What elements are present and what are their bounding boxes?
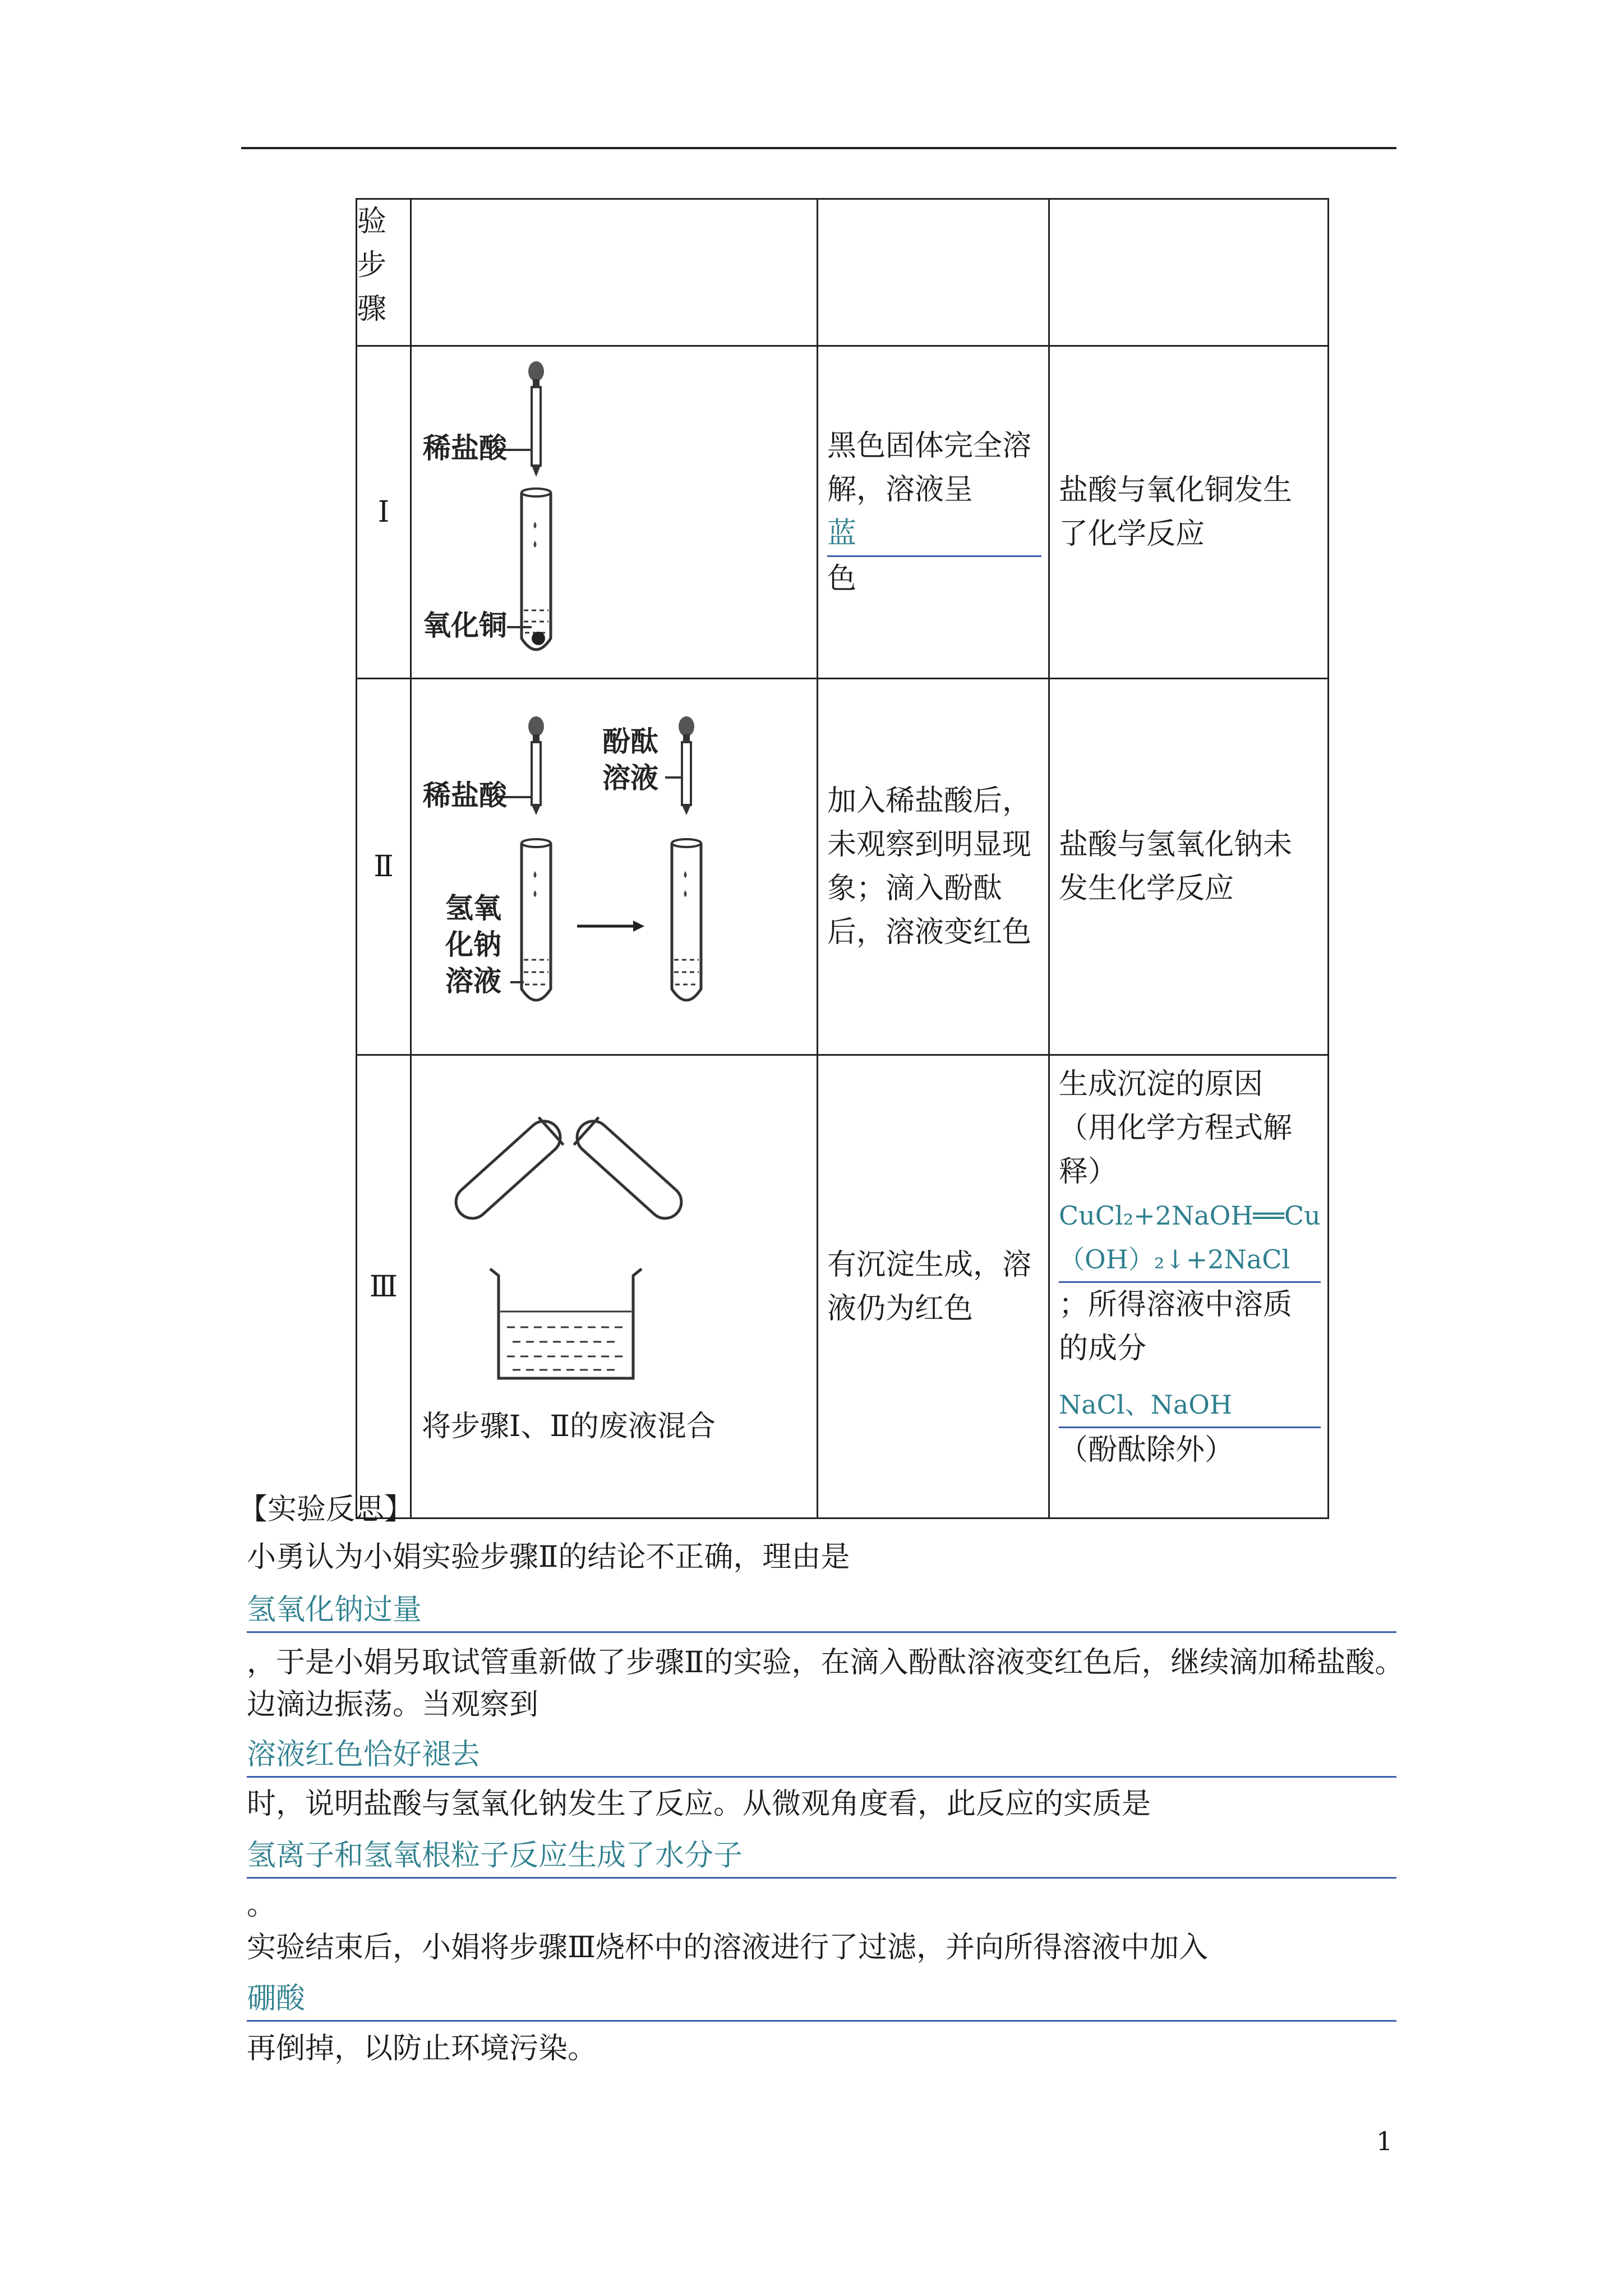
answer-blank: 溶液红色恰好褪去 [247,1733,1396,1778]
phenomenon-cell [818,346,1049,679]
phenomenon-text: 色 [827,562,857,596]
diagram-cell [411,1055,818,1519]
table-row [357,1055,1329,1519]
header-cell-empty [411,199,818,346]
arrow-right-icon [577,921,644,932]
beaker-icon [490,1269,642,1378]
label-sodium-hydroxide-1: 氢氧 [445,892,501,924]
label-copper-oxide: 氧化铜 [423,609,507,642]
diagram-cell [411,346,818,679]
header-rule [241,147,1396,149]
reflection-heading: 【实验反思】 [238,1493,414,1526]
tilted-tube-icon [569,1113,689,1227]
label-sodium-hydroxide-3: 溶液 [445,965,501,997]
conclusion-cell: 盐酸与氢氧化钠未发生化学反应 [1049,679,1329,1055]
conclusion-cell [1049,1055,1329,1519]
reflection-text: 小勇认为小娟实验步骤Ⅱ的结论不正确，理由是 [247,1540,850,1574]
label-dilute-hcl: 稀盐酸 [423,432,507,464]
reflection-text: 实验结束后，小娟将步骤Ⅲ烧杯中的溶液进行了过滤，并向所得溶液中加入 [247,1931,1209,1964]
conclusion-text: ；所得溶液中溶质的成分 [1059,1288,1293,1365]
sodium-hydroxide-test-diagram [412,679,817,1042]
conclusion-text: （酚酞除外） [1059,1433,1234,1467]
reflection-text: 再倒掉，以防止环境污染。 [247,2032,597,2065]
header-char-1: 验 [357,205,387,238]
dropper-icon [528,361,544,477]
waste-mixing-diagram [412,1056,817,1392]
diagram-caption: 将步骤Ⅰ、Ⅱ的废液混合 [422,1410,716,1443]
copper-oxide-test-diagram [412,347,817,665]
step-label: Ⅱ [357,679,411,1055]
phenomenon-text: 黑色固体完全溶解，溶液呈 [827,429,1032,507]
table-row [357,346,1329,679]
phenomenon-cell: 加入稀盐酸后，未观察到明显现象；滴入酚酞后，溶液变红色 [818,679,1049,1055]
label-sodium-hydroxide-2: 化钠 [445,928,501,961]
label-dilute-hcl: 稀盐酸 [423,779,507,812]
solute-answer: NaCl、NaOH [1059,1383,1321,1428]
answer-blank: 氢离子和氢氧根粒子反应生成了水分子 [247,1834,1396,1879]
step-label: Ⅰ [357,346,411,679]
header-char-2: 步 [357,249,387,282]
conclusion-text: 生成沉淀的原因（用化学方程式解释） [1059,1068,1293,1189]
reflection-text: 边滴边振荡。当观察到 [247,1688,539,1722]
header-cell-empty [1049,199,1329,346]
experiment-table [356,198,1329,1519]
test-tube-icon [522,489,551,650]
dropper-icon [679,716,694,815]
label-phenolphthalein-2: 溶液 [602,762,658,794]
phenomenon-cell: 有沉淀生成，溶液仍为红色 [818,1055,1049,1519]
page-number: 1 [1376,2126,1393,2156]
conclusion-cell: 盐酸与氧化铜发生了化学反应 [1049,346,1329,679]
reflection-text: ，于是小娟另取试管重新做了步骤Ⅱ的实验，在滴入酚酞溶液变红色后，继续滴加稀盐酸。 [247,1646,1404,1680]
step-label: Ⅲ [357,1055,411,1519]
dropper-icon [528,716,544,815]
header-step-cell [357,199,411,346]
reflection-text: 。 [247,1888,276,1922]
equation-answer: CuCl₂+2NaOH══Cu（OH）₂↓+2NaCl [1059,1194,1321,1283]
color-answer: 蓝 [827,512,1041,557]
test-tube-icon [522,839,551,1000]
header-cell-empty [818,199,1049,346]
table-row [357,679,1329,1055]
tilted-tube-icon [448,1113,568,1227]
reflection-text: 时，说明盐酸与氢氧化钠发生了反应。从微观角度看，此反应的实质是 [247,1787,1151,1821]
answer-blank: 氢氧化钠过量 [247,1589,1396,1633]
header-char-3: 骤 [357,292,387,326]
test-tube-icon [672,839,701,1000]
diagram-cell [411,679,818,1055]
answer-blank: 硼酸 [247,1977,1396,2022]
label-phenolphthalein-1: 酚酞 [602,725,658,758]
table-header-row [357,199,1329,346]
